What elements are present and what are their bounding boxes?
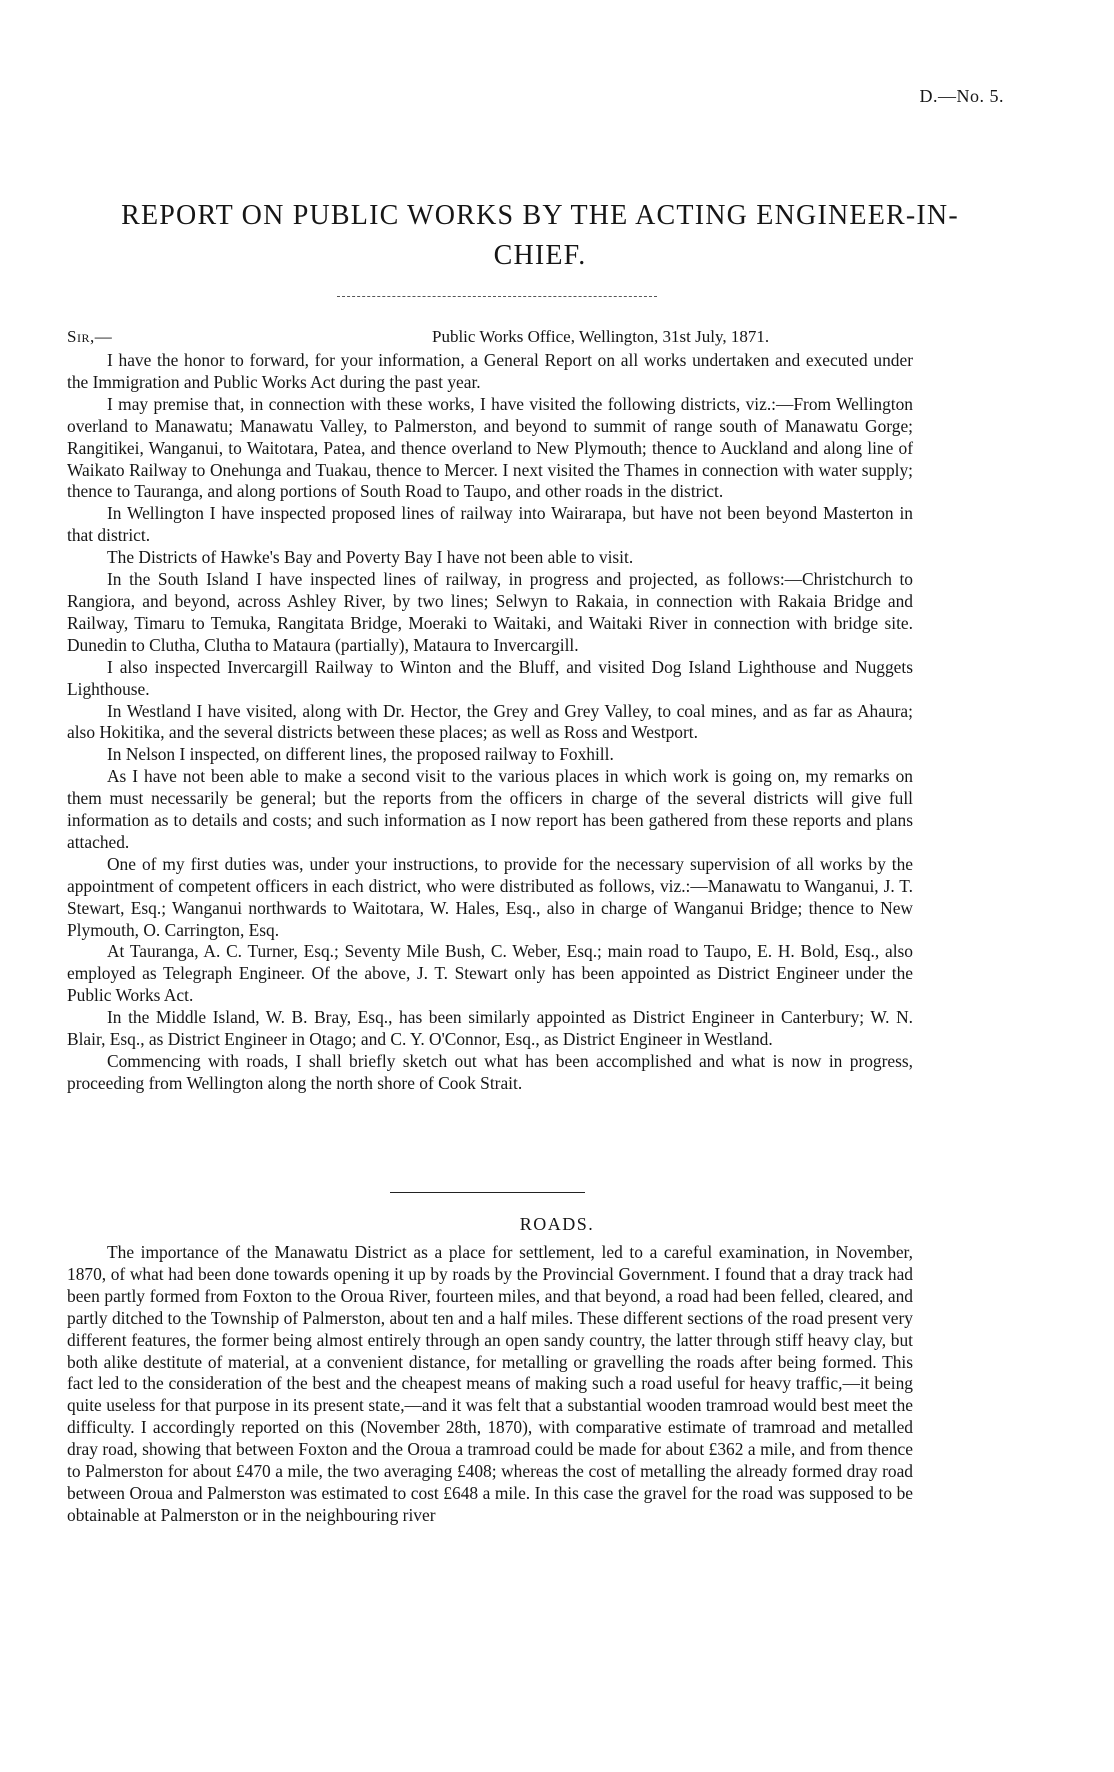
paragraph: I also inspected Invercargill Railway to Winton and the Bluff, and visited Dog Island Lighthouse and Nuggets Lighthouse. — [67, 656, 913, 699]
report-body — [67, 350, 913, 1095]
paragraph: In Wellington I have inspected proposed lines of railway into Wairarapa, but have not been beyond Masterton in that district. — [67, 503, 913, 546]
paragraph: In Westland I have visited, along with Dr. Hector, the Grey and Grey Valley, to coal mines, and as far as Ahaura; also Hokitika, and the several districts between these places; as well as Ross and Westport. — [67, 700, 913, 743]
salutation: Sir,— — [67, 327, 113, 346]
paragraph: The importance of the Manawatu District as a place for settlement, led to a careful examination, in November, 1870, of what had been done towards opening it up by roads by the Provincial Government. I found that a dray track had been partly formed from Foxton to the Oroua River, fourteen miles, and that beyond, a road had been felled, cleared, and partly ditched to the Township of Palmerston, about ten and a half miles. These different sections of the road present very different features, the former being almost entirely through an open sandy country, the latter through stiff heavy clay, but both alike destitute of material, at a convenient distance, for metalling or gravelling the roads after being formed. This fact led to the consideration of the best and the cheapest means of making such a road useful for heavy traffic,—it being quite useless for that purpose in its present state,—and it was felt that a substantial wooden tramroad would best meet the difficulty. I accordingly reported on this (November 28th, 1870), with comparative estimate of tramroad and metalled dray road, showing that between Foxton and the Oroua a tramroad could be made for about £362 a mile, and from thence to Palmerston for about £470 a mile, the two averaging £408; whereas the cost of metalling the already formed dray road between Oroua and Palmerston was estimated to cost £648 a mile. In this case the gravel for the road was supposed to be obtainable at Palmerston or in the neighbouring river — [67, 1242, 913, 1525]
document-reference: D.—No. 5. — [919, 86, 1004, 106]
paragraph: One of my first duties was, under your instructions, to provide for the necessary supervision of all works by the appointment of competent officers in each district, who were distributed as follows, viz.:—Manawatu to Wanganui, J. T. Stewart, Esq.; Wanganui northwards to Waitotara, W. Hales, Esq., also in charge of Wanganui Bridge; thence to New Plymouth, O. Carrington, Esq. — [67, 853, 913, 940]
paragraph: In the Middle Island, W. B. Bray, Esq., has been similarly appointed as District Engineer in Canterbury; W. N. Blair, Esq., as District Engineer in Otago; and C. Y. O'Connor, Esq., as District Engineer in Westland. — [67, 1007, 913, 1050]
section-divider — [390, 1192, 585, 1193]
paragraph: In Nelson I inspected, on different lines, the proposed railway to Foxhill. — [107, 744, 614, 765]
report-title: REPORT ON PUBLIC WORKS BY THE ACTING ENGINEER-IN-CHIEF. — [121, 200, 959, 271]
title-divider — [337, 296, 657, 297]
dateline: Public Works Office, Wellington, 31st July, 1871. — [432, 327, 770, 346]
paragraph: As I have not been able to make a second visit to the various places in which work is going on, my remarks on them must necessarily be general; but the reports from the officers in charge of the several districts will give full information as to details and costs; and such information as I now report has been gathered from these reports and plans attached. — [67, 766, 913, 852]
paragraph: I have the honor to forward, for your information, a General Report on all works undertaken and executed under the Immigration and Public Works Act during the past year. — [67, 350, 913, 392]
paragraph: I may premise that, in connection with these works, I have visited the following districts, viz.:—From Wellington overland to Manawatu; Manawatu Valley, to Palmerston, and beyond to summit of range south of Manawatu Gorge; Rangitikei, Wanganui, to Waitotara, Patea, and thence overland to New Plymouth; thence to Auckland and along line of Waikato Railway to Onehunga and Tuakau, thence to Mercer. I next visited the Thames in connection with water supply; thence to Tauranga, and along portions of South Road to Taupo, and other roads in the district. — [67, 393, 913, 502]
paragraph: The Districts of Hawke's Bay and Poverty Bay I have not been able to visit. — [107, 547, 634, 568]
paragraph: In the South Island I have inspected lines of railway, in progress and projected, as follows:—Christchurch to Rangiora, and beyond, across Ashley River, by two lines; Selwyn to Rakaia, in connection with Rakaia Bridge and Railway, Timaru to Temuka, Rangitata Bridge, Moeraki to Waitaki, and Waitaki River in connection with bridge site. Dunedin to Clutha, Clutha to Mataura (partially), Mataura to Invercargill. — [67, 569, 913, 655]
paragraph: At Tauranga, A. C. Turner, Esq.; Seventy Mile Bush, C. Weber, Esq.; main road to Taupo, E. H. Bold, Esq., also employed as Telegraph Engineer. Of the above, J. T. Stewart only has been appointed as District Engineer under the Public Works Act. — [67, 941, 913, 1006]
section-heading-roads: ROADS. — [519, 1214, 595, 1234]
paragraph: Commencing with roads, I shall briefly sketch out what has been accomplished and what is now in progress, proceeding from Wellington along the north shore of Cook Strait. — [67, 1051, 913, 1093]
roads-section-body — [67, 1242, 913, 1527]
